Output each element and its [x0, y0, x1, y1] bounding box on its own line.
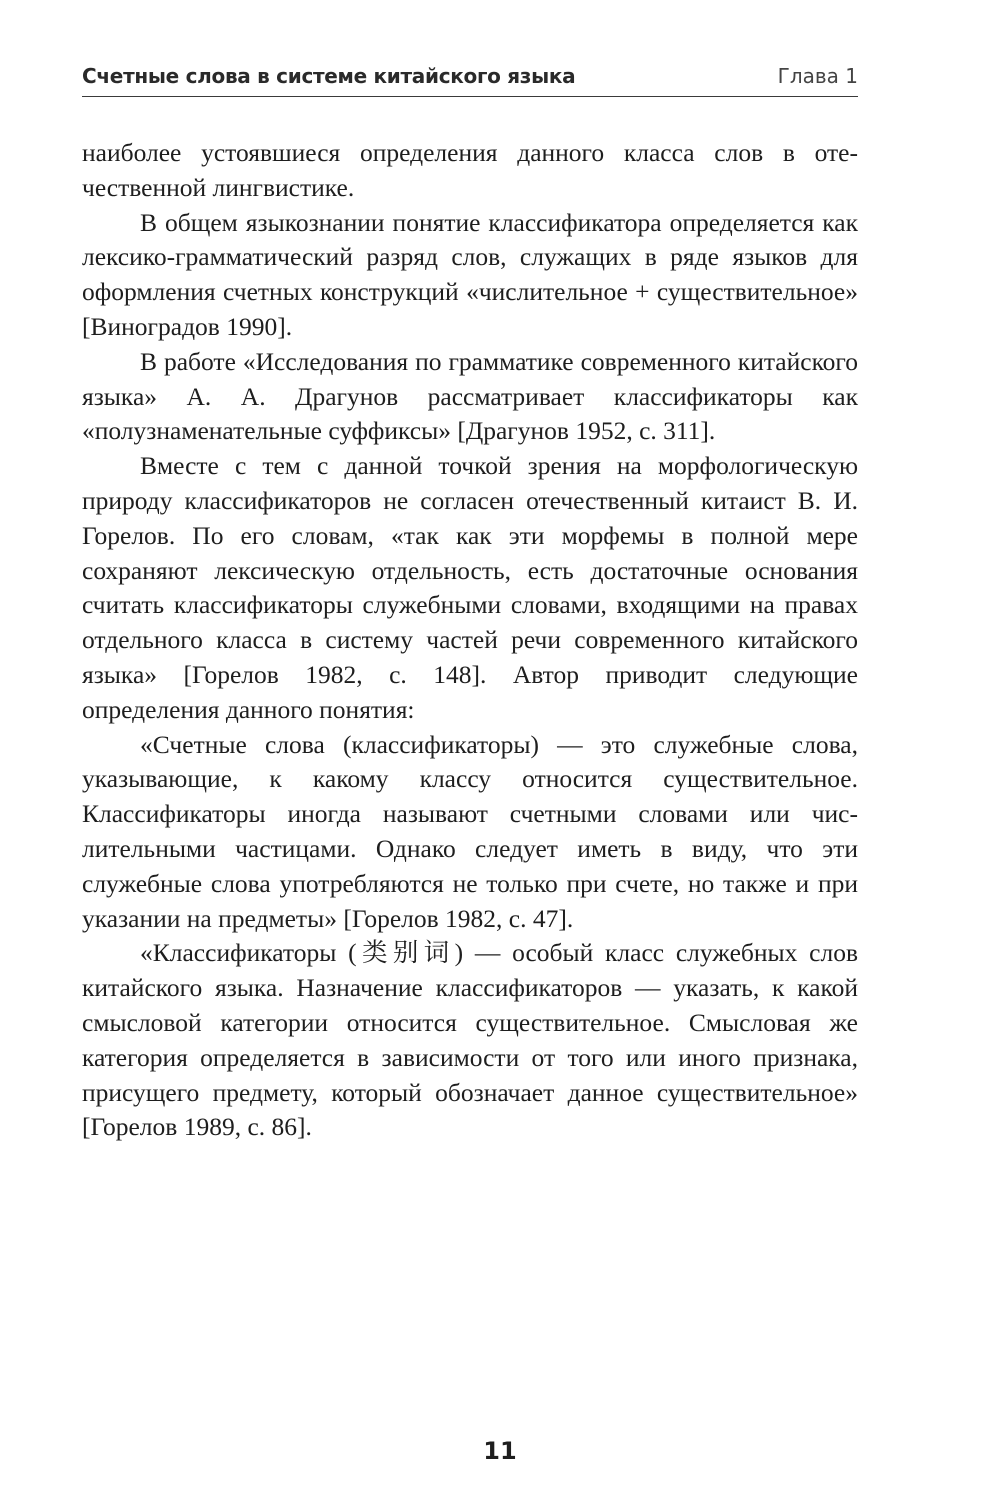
body-text — [82, 136, 858, 1145]
page-number: 11 — [483, 1437, 517, 1465]
paragraph: В работе «Исследования по грамматике современного китайского языка» А. А. Драгунов рассматривает классификаторы как «полузнаменательные суффиксы» [Драгунов 1952, с. 311]. — [82, 346, 858, 446]
paragraph: наиболее устоявшиеся определения данного класса слов в отечественной лингвистике. — [82, 138, 858, 202]
header-chapter: Глава 1 — [777, 64, 858, 88]
running-header — [82, 62, 858, 97]
paragraph: В общем языкознании понятие классификатора определяется как лексико-грамматический разряд слов, служащих в ряде языков для оформления счетных конструкций «числительное + существительное» [Виноградов 1990]. — [82, 207, 858, 341]
paragraph: «Классификаторы (类别词) — особый класс служебных слов китайского языка. Назначение классификаторов — указать, к какой смысловой категории относится существительное. Смысловая же категория определяется в зависимости от того или иного признака, присущего предмету, который обозначает данное существительное» [Горелов 1989, с. 86]. — [82, 938, 858, 1142]
paragraph: Вместе с тем с данной точкой зрения на морфологическую природу классификаторов не согласен отечественный китаист В. И. Горелов. По его словам, «так как эти морфемы в полной мере сохраняют лексическую отдельность, есть достаточные основания считать классификаторы служебными словами, входящими на правах отдельного класса в систему частей речи современного китайского языка» [Горелов 1982, с. 148]. Автор приводит следующие определения данного понятия: — [82, 451, 858, 724]
paragraph: «Счетные слова (классификаторы) — это служебные слова, указывающие, к какому классу относится существительное. Классификаторы иногда называют счетными словами или числительными частицами. Однако следует иметь в виду, что эти служебные слова употребляются не только при счете, но также и при указании на предметы» [Горелов 1982, с. 47]. — [82, 729, 858, 933]
header-title: Счетные слова в системе китайского языка — [82, 64, 576, 88]
